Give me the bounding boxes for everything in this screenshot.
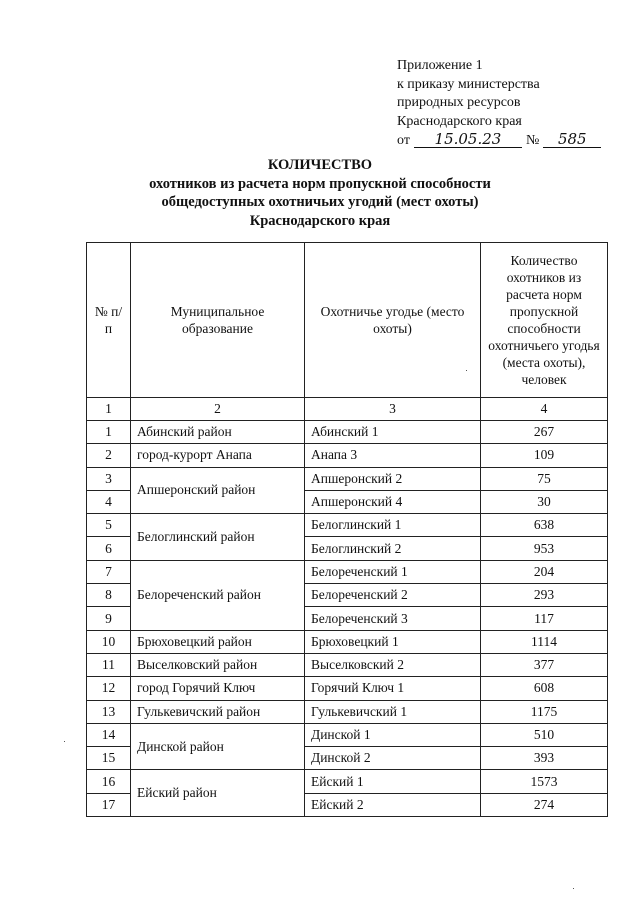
ground-cell: Анапа 3 <box>305 444 481 467</box>
ground-cell: Белоглинский 1 <box>305 514 481 537</box>
municipality-cell: город-курорт Анапа <box>131 444 305 467</box>
table-row <box>87 444 608 467</box>
colnum-1: 1 <box>87 398 131 421</box>
count-cell: 377 <box>481 653 608 676</box>
ground-cell: Ейский 1 <box>305 770 481 793</box>
municipality-cell: Брюховецкий район <box>131 630 305 653</box>
ground-cell: Выселковский 2 <box>305 653 481 676</box>
heading-line-3: общедоступных охотничьих угодий (мест охоты) <box>161 194 479 210</box>
ground-cell: Гулькевичский 1 <box>305 700 481 723</box>
scan-speck <box>466 370 467 371</box>
ground-cell: Белореченский 1 <box>305 560 481 583</box>
municipality-cell: Белореченский район <box>131 560 305 630</box>
count-cell: 608 <box>481 677 608 700</box>
scan-speck <box>64 741 65 742</box>
heading-line-2: охотников из расчета норм пропускной способности <box>149 175 491 192</box>
table-row <box>87 467 608 490</box>
count-cell: 30 <box>481 490 608 513</box>
municipality-cell: город Горячий Ключ <box>131 677 305 700</box>
column-number-row <box>87 398 608 421</box>
count-cell: 953 <box>481 537 608 560</box>
handwritten-number: 585 <box>543 131 601 148</box>
appendix-title: Приложение 1 <box>397 58 483 73</box>
row-number: 12 <box>87 677 131 700</box>
table-row <box>87 421 608 444</box>
row-number: 11 <box>87 653 131 676</box>
scan-speck <box>573 888 574 889</box>
count-cell: 109 <box>481 444 608 467</box>
ground-cell: Горячий Ключ 1 <box>305 677 481 700</box>
heading-line-4: Краснодарского края <box>249 212 391 229</box>
count-cell: 75 <box>481 467 608 490</box>
count-cell: 204 <box>481 560 608 583</box>
row-number: 7 <box>87 560 131 583</box>
hunters-table <box>86 242 608 817</box>
row-number: 17 <box>87 793 131 816</box>
number-prefix: № <box>525 133 540 148</box>
row-number: 1 <box>87 421 131 444</box>
appendix-order-ref: к приказу министерства <box>397 76 540 92</box>
header-number: № п/п <box>87 243 131 398</box>
ground-cell: Белореченский 3 <box>305 607 481 630</box>
table-row <box>87 723 608 746</box>
header-count: Количество охотников из расчета норм пропускной способности охотничьего угодья (места охоты), человек <box>481 243 608 398</box>
row-number: 9 <box>87 607 131 630</box>
row-number: 16 <box>87 770 131 793</box>
count-cell: 274 <box>481 793 608 816</box>
ground-cell: Белореченский 2 <box>305 584 481 607</box>
row-number: 14 <box>87 723 131 746</box>
appendix-block <box>397 57 601 151</box>
document-heading <box>0 156 640 230</box>
ground-cell: Белоглинский 2 <box>305 537 481 560</box>
header-municipality: Муниципальное образование <box>131 243 305 398</box>
colnum-4: 4 <box>481 398 608 421</box>
appendix-region: Краснодарского края <box>397 113 522 129</box>
count-cell: 1573 <box>481 770 608 793</box>
row-number: 4 <box>87 490 131 513</box>
municipality-cell: Гулькевичский район <box>131 700 305 723</box>
count-cell: 510 <box>481 723 608 746</box>
table-row <box>87 630 608 653</box>
table-row <box>87 653 608 676</box>
colnum-3: 3 <box>305 398 481 421</box>
municipality-cell: Белоглинский район <box>131 514 305 561</box>
row-number: 6 <box>87 537 131 560</box>
date-prefix: от <box>397 133 410 148</box>
ground-cell: Апшеронский 2 <box>305 467 481 490</box>
count-cell: 293 <box>481 584 608 607</box>
row-number: 13 <box>87 700 131 723</box>
row-number: 15 <box>87 747 131 770</box>
municipality-cell: Ейский район <box>131 770 305 817</box>
header-ground: Охотничье угодье (место охоты) <box>305 243 481 398</box>
count-cell: 393 <box>481 747 608 770</box>
ground-cell: Абинский 1 <box>305 421 481 444</box>
table-row <box>87 700 608 723</box>
heading-title: КОЛИЧЕСТВО <box>267 157 373 173</box>
count-cell: 1175 <box>481 700 608 723</box>
table-row <box>87 514 608 537</box>
row-number: 3 <box>87 467 131 490</box>
count-cell: 117 <box>481 607 608 630</box>
municipality-cell: Апшеронский район <box>131 467 305 514</box>
municipality-cell: Динской район <box>131 723 305 770</box>
handwritten-date: 15.05.23 <box>414 131 522 148</box>
row-number: 2 <box>87 444 131 467</box>
ground-cell: Динской 2 <box>305 747 481 770</box>
municipality-cell: Выселковский район <box>131 653 305 676</box>
colnum-2: 2 <box>131 398 305 421</box>
count-cell: 638 <box>481 514 608 537</box>
count-cell: 1114 <box>481 630 608 653</box>
table-header-row <box>87 243 608 398</box>
ground-cell: Апшеронский 4 <box>305 490 481 513</box>
appendix-date-number <box>397 131 601 151</box>
municipality-cell: Абинский район <box>131 421 305 444</box>
ground-cell: Брюховецкий 1 <box>305 630 481 653</box>
ground-cell: Ейский 2 <box>305 793 481 816</box>
ground-cell: Динской 1 <box>305 723 481 746</box>
appendix-ministry: природных ресурсов <box>397 95 521 110</box>
row-number: 10 <box>87 630 131 653</box>
count-cell: 267 <box>481 421 608 444</box>
row-number: 5 <box>87 514 131 537</box>
table-row <box>87 677 608 700</box>
row-number: 8 <box>87 584 131 607</box>
table-row <box>87 560 608 583</box>
table-row <box>87 770 608 793</box>
